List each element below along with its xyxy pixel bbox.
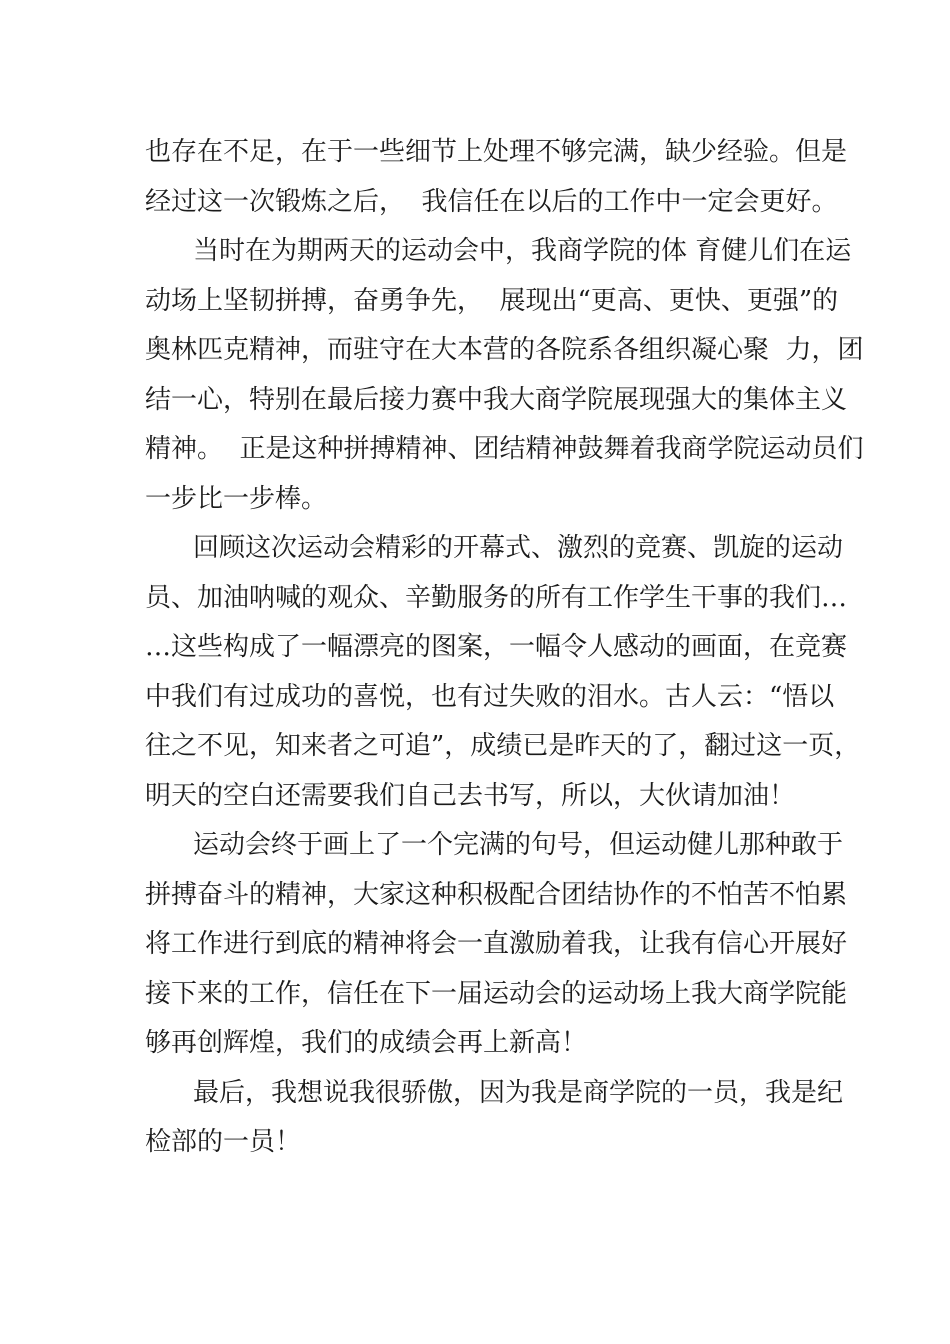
text-line: 中我们有过成功的喜悦，也有过失败的泪水。古人云：“悟以 xyxy=(145,681,835,712)
text-line: 运动会终于画上了一个完满的句号，但运动健儿那种敢于 xyxy=(193,830,844,860)
text-line: 当时在为期两天的运动会中，我商学院的体 育健儿们在运 xyxy=(193,236,852,266)
text-line: 往之不见，知来者之可追”，成绩已是昨天的了，翻过这一页， xyxy=(145,731,861,761)
paragraph-1 xyxy=(145,128,848,227)
text-line: 最后，我想说我很骄傲，因为我是商学院的一员，我是纪 xyxy=(193,1077,844,1108)
text-line: 检部的一员！ xyxy=(145,1127,302,1157)
text-line: 精神。 正是这种拼搏精神、团结精神鼓舞着我商学院运动员们 xyxy=(145,434,864,464)
text-line: …这些构成了一幅漂亮的图案，一幅令人感动的画面，在竞赛 xyxy=(145,632,848,662)
paragraph-3 xyxy=(145,524,861,821)
text-line: 够再创辉煌，我们的成绩会再上新高！ xyxy=(145,1028,588,1058)
text-line: 结一心，特别在最后接力赛中我大商学院展现强大的集体主义 xyxy=(145,384,848,415)
document-body xyxy=(145,128,864,1168)
text-line: 经过这一次锻炼之后， 我信任在以后的工作中一定会更好。 xyxy=(145,186,838,217)
text-line: 一步比一步棒。 xyxy=(145,483,328,514)
text-line: 动场上坚韧拼搏，奋勇争先， 展现出“更高、更快、更强”的 xyxy=(145,285,839,316)
text-line: 也存在不足，在于一些细节上处理不够完满，缺少经验。但是 xyxy=(145,137,848,167)
text-line: 将工作进行到底的精神将会一直激励着我，让我有信心开展好 xyxy=(145,929,848,959)
text-line: 接下来的工作，信任在下一届运动会的运动场上我大商学院能 xyxy=(145,978,848,1009)
text-line: 明天的空白还需要我们自己去书写，所以，大伙请加油！ xyxy=(145,780,796,811)
paragraph-5 xyxy=(145,1069,844,1168)
text-line: 员、加油呐喊的观众、辛勤服务的所有工作学生干事的我们… xyxy=(145,582,848,613)
paragraph-2 xyxy=(145,227,864,524)
text-line: 奥林匹克精神，而驻守在大本营的各院系各组织凝心聚 力，团 xyxy=(145,335,864,365)
text-line: 拼搏奋斗的精神，大家这种积极配合团结协作的不怕苦不怕累 xyxy=(145,879,848,910)
paragraph-4 xyxy=(145,821,848,1069)
text-line: 回顾这次运动会精彩的开幕式、激烈的竞赛、凯旋的运动 xyxy=(193,533,844,563)
